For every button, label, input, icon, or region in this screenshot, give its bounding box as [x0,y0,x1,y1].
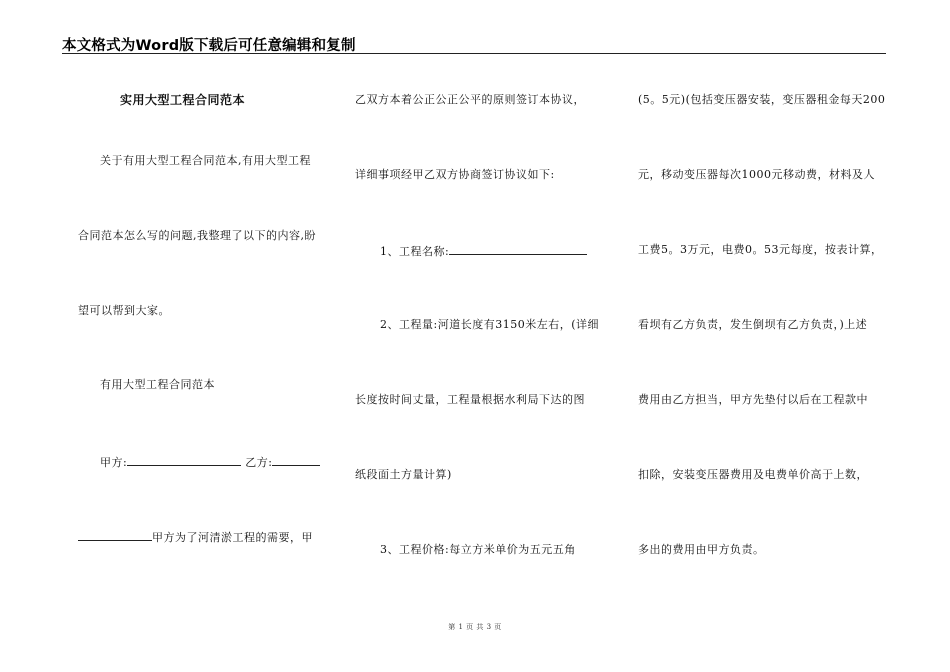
right-line-2: 元，移动变压器每次1000元移动费，材料及人 [638,168,875,181]
mid-line-1: 乙双方本着公正公正公平的原则签订本协议， [355,93,585,106]
page-number: 第 1 页 共 3 页 [448,623,502,631]
mid-line-5: 长度按时间丈量，工程量根据水利局下达的图 [355,393,585,406]
right-line-4: 看坝有乙方负责，发生倒坝有乙方负责，)上述 [638,318,868,331]
mid-line-6: 纸段面土方量计算) [355,468,452,481]
project-name-blank [449,243,587,255]
party-b-blank [272,454,320,466]
document-header: 本文格式为Word版下载后可任意编辑和复制 [62,38,356,54]
name-blank [78,529,152,541]
intro-line-2: 合同范本怎么写的问题,我整理了以下的内容,盼 [78,229,316,242]
purpose-line [78,529,313,545]
right-line-7: 多出的费用由甲方负责。 [638,543,765,556]
party-b-label: 乙方: [245,456,273,469]
right-line-1: (5。5元)(包括变压器安装，变压器租金每天200 [638,93,886,106]
item-2-line: 2、工程量:河道长度有3150米左右，(详细 [380,318,599,331]
party-line [100,454,320,470]
header-divider [62,53,886,54]
item-1-line [380,243,587,259]
intro-line-1: 关于有用大型工程合同范本,有用大型工程 [100,154,311,167]
right-line-6: 扣除，安装变压器费用及电费单价高于上数， [638,468,868,481]
section-subtitle: 有用大型工程合同范本 [100,378,215,391]
intro-line-3: 望可以帮到大家。 [78,304,170,317]
document-title: 实用大型工程合同范本 [120,93,246,107]
party-a-blank [127,454,241,466]
right-line-3: 工费5。3万元，电费0。53元每度，按表计算， [638,243,883,256]
mid-line-2: 详细事项经甲乙双方协商签订协议如下: [355,168,555,181]
right-line-5: 费用由乙方担当，甲方先垫付以后在工程款中 [638,393,868,406]
item-3-line: 3、工程价格:每立方米单价为五元五角 [380,543,576,556]
party-a-label: 甲方: [100,456,128,469]
item-1-label: 1、工程名称: [380,245,450,258]
purpose-text: 甲方为了河清淤工程的需要，甲 [152,531,313,544]
